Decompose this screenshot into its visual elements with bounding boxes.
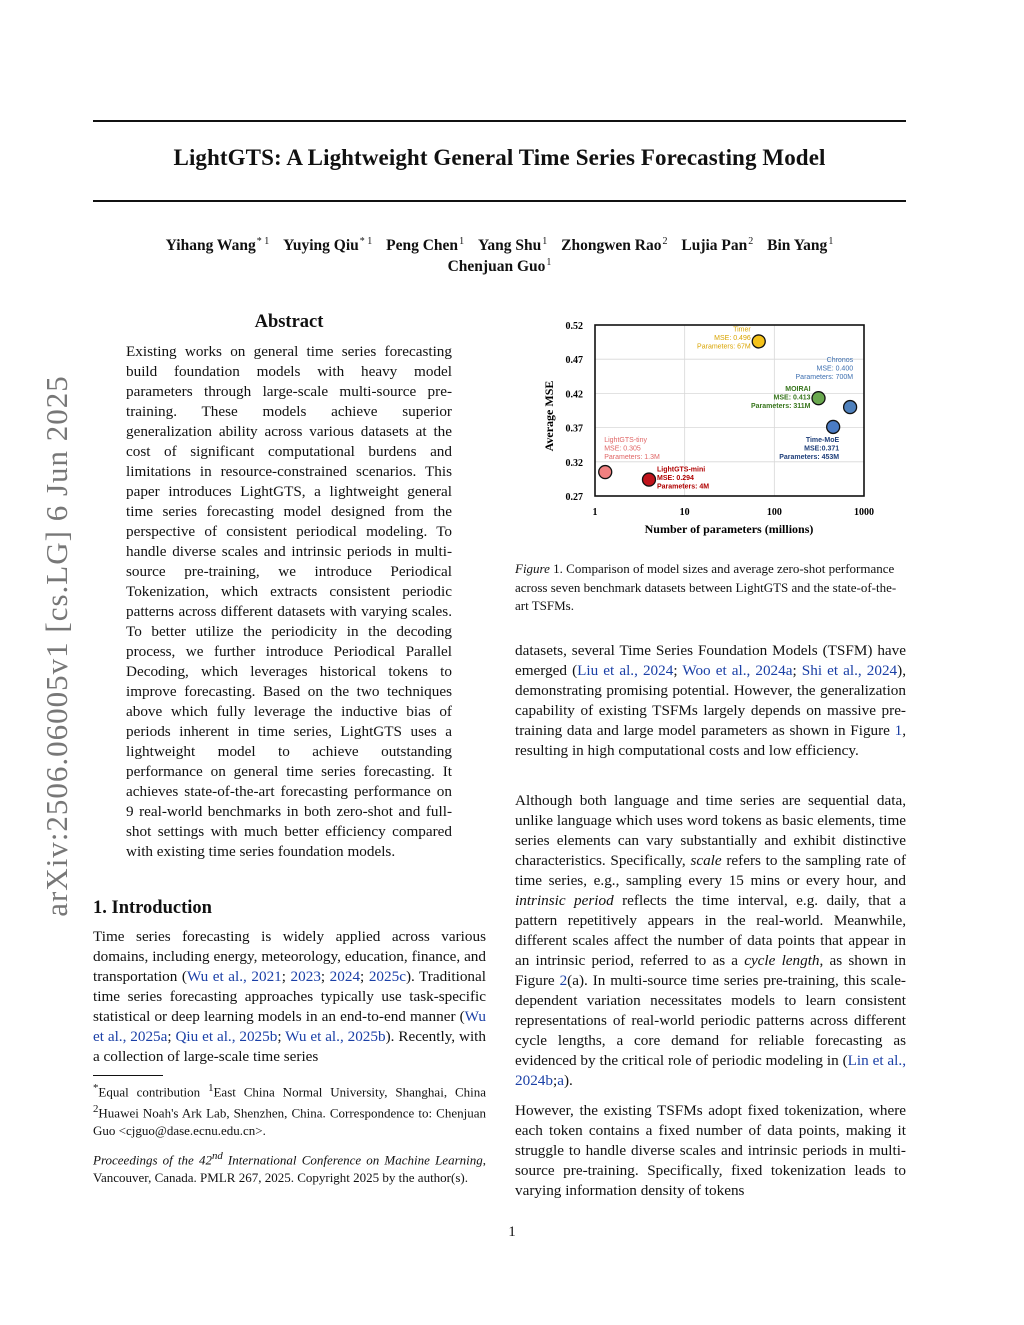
author-list: [93, 236, 906, 255]
point-label-line: MSE: 0.496: [714, 334, 751, 342]
point-label-moirai: [751, 386, 811, 410]
citation-link[interactable]: Liu et al., 2024: [577, 662, 674, 679]
point-label-line: MSE: 0.305: [604, 445, 641, 453]
figure-1-scatter-chart: [515, 310, 906, 550]
x-tick-label: 100: [766, 507, 782, 518]
y-tick-label: 0.37: [565, 423, 583, 435]
citation-link[interactable]: 2023: [290, 968, 321, 985]
point-label-line: MSE: 0.413: [773, 394, 811, 402]
chart-point-labels: [604, 326, 853, 490]
point-label-line: Chronos: [826, 357, 854, 365]
chart-points: [599, 335, 857, 486]
point-label-timer: [697, 326, 751, 350]
citation-link[interactable]: Wu et al., 2025a: [93, 1008, 486, 1045]
point-label-line: Timer: [733, 326, 751, 334]
point-label-line: Parameters: 4M: [656, 483, 710, 491]
y-tick-label: 0.27: [565, 492, 583, 503]
point-label-chronos: [796, 357, 854, 381]
top-rule: [93, 120, 906, 122]
right-paragraph-3: However, the existing TSFMs adopt fixed tokenization, where each token contains a fixed number of data points, making it struggle to handle diverse scales and intrinsic periods in multi-source pre-training. Specifically, fixed tokenization leads to varying information density of tokens: [515, 1102, 906, 1199]
arxiv-id: arXiv:2506.06005v1 [cs.LG] 6 Jun 2025: [39, 375, 74, 917]
y-tick-label: 0.42: [565, 389, 583, 401]
author: Zhongwen Rao$^2$: [561, 236, 668, 254]
data-point-lightgts-tiny: [599, 466, 612, 479]
data-point-chronos: [844, 401, 857, 414]
section-heading-introduction: 1. Introduction: [93, 898, 212, 918]
point-label-line: LightGTS-tiny: [604, 437, 648, 445]
data-point-time-moe: [827, 420, 840, 433]
point-label-line: Parameters: 311M: [750, 403, 811, 411]
data-point-timer: [752, 335, 765, 348]
point-label-line: Time-MoE: [805, 436, 840, 444]
data-point-lightgts-mini: [642, 473, 655, 486]
citation-link[interactable]: 2024: [329, 968, 361, 985]
introduction-paragraph: Time series forecasting is widely applied across various domains, including energy, meteorology, education, finance, and transportation (Wu et al., 2021; 2023; 2024; 2025c). Traditional time series forecasting approaches typically use task-specific statistical or deep learning models in an end-to-end manner (Wu et al., 2025a; Qiu et al., 2025b; Wu et al., 2025b). Recently, with a collection of large-scale time series: [93, 928, 486, 1065]
author: Chenjuan Guo$^1$: [447, 257, 552, 275]
figure-1-caption: Figure 1. Comparison of model sizes and average zero-shot performance across seven benchmark datasets between LightGTS and the state-of-the-art TSFMs.: [515, 561, 897, 613]
paper-title: LightGTS: A Lightweight General Time Series Forecasting Model: [173, 145, 826, 170]
title-bottom-rule: [93, 200, 906, 202]
abstract-body: Existing works on general time series forecasting build foundation models with heavy model parameters through large-scale multi-source pre-training. These models achieve superior generalization ability across various datasets at the cost of significant computational burdens and limitations in resource-constrained scenarios. This paper introduces LightGTS, a lightweight general time series forecasting model designed from the perspective of consistent periodical modeling. To handle diverse scales and intrinsic periods in multi-source pre-training, we introduce Periodical Tokenization, which extracts consistent periodic patterns across different datasets with varying scales. To better utilize the periodicity in the decoding process, we further introduce Periodical Parallel Decoding, which leverages historical tokens to improve forecasting. Based on the two techniques above which fully leverage the inductive bias of periods inherent in time series, LightGTS uses a lightweight model to achieve outstanding performance on general time series forecasting. It achieves state-of-the-art forecasting performance on 9 real-world benchmarks in both zero-shot and full-shot settings with much better efficiency compared with existing time series foundation models.: [126, 343, 452, 860]
right-paragraph-2: Although both language and time series are sequential data, unlike language which uses word tokens as basic elements, time series elements can vary substantially and exhibit distinctive characteristics. Specifically, scale refers to the sampling rate of time series, e.g., sampling every 15 mins or every hour, and intrinsic period reflects the time interval, e.g. daily, that a pattern repetitively appears in the real-world. Meanwhile, different scales affect the number of data points that appear in an intrinsic period, referred to as a cycle length, as shown in Figure 2(a). In multi-source time series pre-training, this scale-dependent variation necessitates models to learn consistent representations of real-world periodic patterns across different cycle lengths, a core demand for reliable forecasting as evidenced by the critical role of periodic modeling in (Lin et al., 2024b;a).: [515, 792, 907, 1089]
point-label-line: MSE: 0.400: [816, 365, 854, 373]
y-tick-label: 0.32: [565, 457, 583, 469]
author: Peng Chen$^1$: [386, 236, 465, 254]
citation-link[interactable]: Lin et al., 2024b: [515, 1052, 906, 1089]
point-label-line: MSE: 0.294: [656, 475, 694, 483]
y-axis-label: Average MSE: [542, 380, 556, 452]
point-label-line: Parameters: 700M: [795, 374, 854, 382]
figure-reference-link[interactable]: 1: [894, 722, 903, 739]
x-tick-label: 10: [679, 507, 690, 518]
citation-link[interactable]: Wu et al., 2025b: [285, 1028, 386, 1045]
author: Yang Shu$^1$: [477, 236, 548, 254]
citation-link[interactable]: Wu et al., 2021: [186, 968, 282, 985]
author-list-line2: [93, 257, 906, 276]
point-label-lightgts-mini: [657, 467, 709, 491]
page-number: 1: [508, 1224, 516, 1240]
point-label-line: MSE:0.371: [804, 445, 840, 453]
proceedings-note: Proceedings of the 42nd International Conference on Machine Learning, Vancouver, Canada. PMLR 267, 2025. Copyright 2025 by the author(s).: [93, 1150, 486, 1185]
x-axis-ticks: [593, 507, 875, 518]
author: Bin Yang$^1$: [767, 236, 834, 254]
data-point-moirai: [812, 392, 825, 405]
footnote-rule: [93, 1075, 163, 1076]
author: Lujia Pan$^2$: [681, 236, 754, 254]
point-label-line: LightGTS-mini: [656, 466, 706, 474]
figure-reference-link[interactable]: 2: [559, 972, 568, 989]
citation-link[interactable]: Qiu et al., 2025b: [175, 1028, 278, 1045]
abstract-heading: Abstract: [254, 312, 324, 332]
citation-link[interactable]: a: [557, 1072, 564, 1089]
author: Yuying Qiu$^{* 1}$: [283, 236, 373, 254]
author: Yihang Wang$^{* 1}$: [165, 236, 270, 254]
x-tick-label: 1000: [854, 507, 874, 518]
x-axis-label: Number of parameters (millions): [644, 522, 814, 536]
point-label-line: MOIRAI: [785, 386, 811, 394]
point-label-line: Parameters: 67M: [697, 343, 751, 351]
y-axis-ticks: [566, 321, 584, 503]
citation-link[interactable]: Woo et al., 2024a: [682, 662, 793, 679]
chart-grid: [595, 325, 864, 496]
point-label-line: Parameters: 453M: [779, 453, 840, 461]
citation-link[interactable]: 2025c: [368, 968, 406, 985]
citation-link[interactable]: Shi et al., 2024: [801, 662, 898, 679]
footnote: *Equal contribution $^1$East China Normal University, Shanghai, China $^2$Huawei Noah's Ark Lab, Shenzhen, China. Correspondence to: Chenjuan Guo <cjguo@dase.ecnu.edu.cn>.: [93, 1082, 486, 1138]
right-paragraph-1: datasets, several Time Series Foundation Models (TSFM) have emerged (Liu et al., 2024; Woo et al., 2024a; Shi et al., 2024), demonstrating promising potential. However, the generalization capability of existing TSFMs largely depends on massive pre-training data and large model parameters as shown in Figure 1, resulting in high computational costs and low efficiency.: [515, 642, 906, 759]
y-tick-label: 0.47: [565, 355, 583, 367]
x-tick-label: 1: [592, 507, 598, 518]
point-label-line: Parameters: 1.3M: [604, 454, 660, 462]
point-label-lightgts-tiny: [604, 437, 660, 461]
point-label-time-moe: [779, 437, 839, 461]
plot-frame: [595, 325, 864, 496]
y-tick-label: 0.52: [565, 321, 583, 332]
